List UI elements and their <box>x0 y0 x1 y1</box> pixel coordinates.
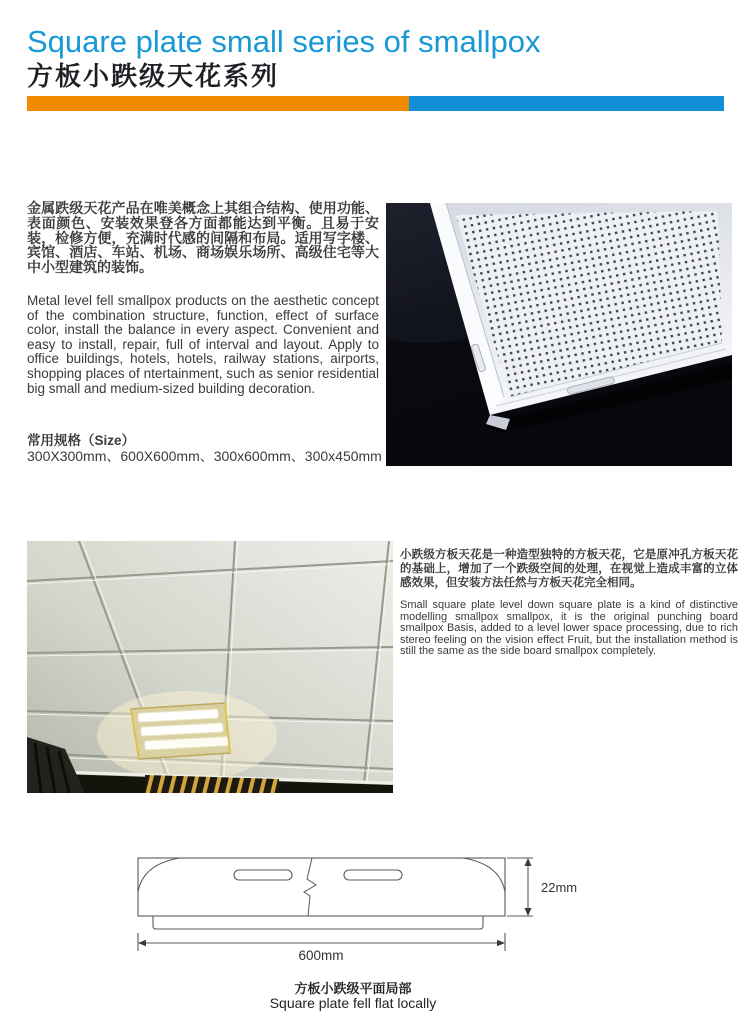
intro-paragraph-en: Metal level fell smallpox products on the aesthetic concept of the combination structure, function, effect of surface color, install the balance in every aspect. Convenient and easy to install, repair, full of interval and layout. Apply to office buildings, hotels, hotels, railway stations, airports, shopping places of ntertainment, such as senior residential big small and medium-sized building decoration. <box>27 293 379 396</box>
drawing-caption-zh: 方板小跌级平面局部 <box>294 981 412 996</box>
detail-paragraph-en: Small square plate level down square plate is a kind of distinctive modelling smallpox smallpox, it is the original punching board smallpox Basis, added to a level lower space processing, due to rich stereo feeling on the vision effect Fruit, but the installation method is still the same as the side board smallpox completely. <box>400 599 738 658</box>
page-title-zh: 方板小跌级天花系列 <box>27 62 280 91</box>
profile-drawing <box>118 845 598 977</box>
installation-photo <box>27 541 393 793</box>
dim-width-label: 600mm <box>298 948 344 963</box>
accent-bar-blue-segment <box>409 96 724 111</box>
accent-bar-orange-segment <box>27 96 409 111</box>
page-title-en: Square plate small series of smallpox <box>27 24 541 59</box>
intro-paragraph-zh: 金属跌级天花产品在唯美概念上其组合结构、使用功能、表面颜色、安装效果登各方面都能达到平衡。且易于安装，检修方便，充满时代感的间隔和布局。适用写字楼、宾馆、酒店、车站、机场、商场娱乐场所、高级住宅等大中小型建筑的装饰。 <box>27 200 379 276</box>
drawing-caption-en: Square plate fell flat locally <box>269 995 437 1011</box>
size-heading: 常用规格（Size） <box>27 433 136 448</box>
detail-paragraph-zh: 小跌级方板天花是一种造型独特的方板天花，它是原冲孔方板天花的基础上，增加了一个跌级空间的处理，在视觉上造成丰富的立体感效果，但安装方法任然与方板天花完全相同。 <box>400 549 738 589</box>
drawing-caption <box>118 981 588 1011</box>
product-photo <box>386 203 732 466</box>
dim-height-label: 22mm <box>541 880 578 895</box>
size-values: 300X300mm、600X600mm、300x600mm、300x450mm <box>27 448 382 464</box>
accent-bar <box>27 96 724 111</box>
